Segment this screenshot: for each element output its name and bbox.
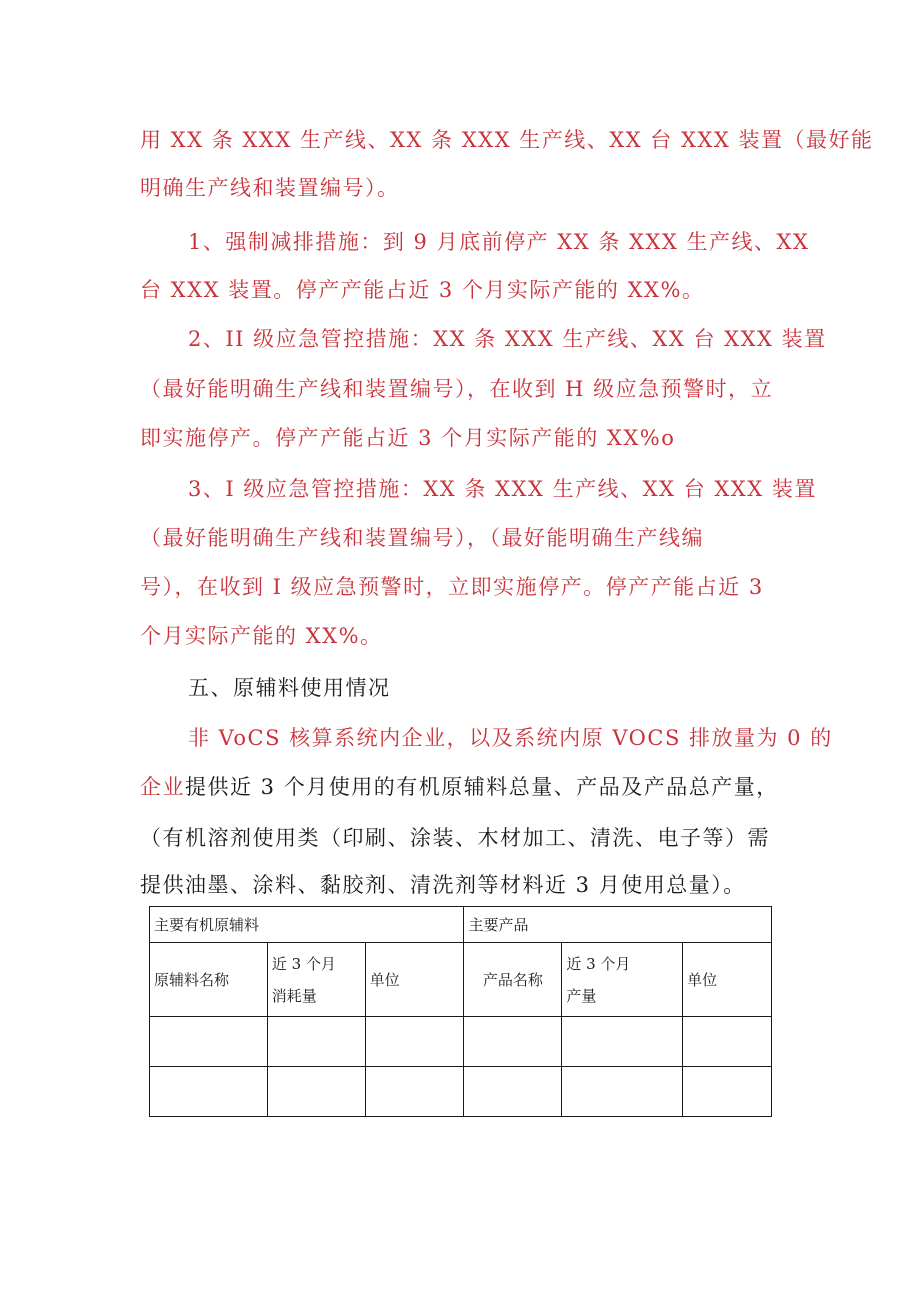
- header-consumption: [267, 943, 365, 1017]
- paragraph-line: （最好能明确生产线和装置编号），在收到 H 级应急预警时，立: [140, 377, 774, 401]
- table-cell: [464, 1067, 562, 1117]
- header-output: [562, 943, 683, 1017]
- paragraph-line: 提供油墨、涂料、黏胶剂、清洗剂等材料近 3 月使用总量）。: [140, 873, 746, 897]
- header-output-line2: 产量: [566, 986, 597, 1005]
- paragraph-line: 即实施停产。停产产能占近 3 个月实际产能的 XX%o: [140, 426, 676, 450]
- paragraph-line: （最好能明确生产线和装置编号），（最好能明确生产线编: [140, 526, 704, 550]
- header-consumption-line2: 消耗量: [271, 986, 317, 1005]
- header-material-name: 原辅料名称: [150, 943, 268, 1017]
- table-cell: [464, 1017, 562, 1067]
- paragraph-line: （有机溶剂使用类（印刷、涂装、木材加工、清洗、电子等）需: [140, 826, 770, 850]
- header-unit-left: 单位: [365, 943, 464, 1017]
- paragraph-line: 非 VoCS 核算系统内企业，以及系统内原 VOCS 排放量为 0 的: [188, 726, 833, 750]
- paragraph-line: 号），在收到 I 级应急预警时，立即实施停产。停产产能占近 3: [140, 575, 764, 599]
- table-cell: [365, 1017, 464, 1067]
- paragraph-line: 明确生产线和装置编号）。: [140, 176, 400, 200]
- measure-1-heading: 1、强制减排措施：到 9 月底前停产 XX 条 XXX 生产线、XX: [188, 230, 810, 254]
- table-cell: [267, 1067, 365, 1117]
- table-row: [150, 1017, 772, 1067]
- header-consumption-line1: 近 3 个月: [271, 954, 336, 973]
- table-cell: [267, 1017, 365, 1067]
- measure-2-heading: 2、II 级应急管控措施：XX 条 XXX 生产线、XX 台 XXX 装置: [188, 327, 827, 351]
- paragraph-line: 个月实际产能的 XX%。: [140, 624, 383, 648]
- section-heading: 五、原辅料使用情况: [188, 676, 391, 700]
- paragraph-text: 提供近 3 个月使用的有机原辅料总量、产品及产品总产量，: [185, 775, 779, 799]
- highlighted-text: 企业: [140, 775, 185, 799]
- materials-products-table: [149, 906, 772, 1117]
- table-cell: [683, 1067, 772, 1117]
- group-header-products: 主要产品: [464, 907, 772, 943]
- table-cell: [365, 1067, 464, 1117]
- table-cell: [683, 1017, 772, 1067]
- paragraph-line: 台 XXX 装置。停产产能占近 3 个月实际产能的 XX%。: [140, 278, 705, 302]
- paragraph-line: [140, 771, 779, 801]
- measure-3-heading: 3、I 级应急管控措施：XX 条 XXX 生产线、XX 台 XXX 装置: [188, 477, 817, 501]
- table-cell: [150, 1017, 268, 1067]
- table-cell: [150, 1067, 268, 1117]
- group-header-materials: 主要有机原辅料: [150, 907, 464, 943]
- header-output-line1: 近 3 个月: [566, 954, 631, 973]
- paragraph-line: 用 XX 条 XXX 生产线、XX 条 XXX 生产线、XX 台 XXX 装置（最好能: [140, 128, 874, 152]
- header-product-name: 产品名称: [464, 943, 562, 1017]
- table-cell: [562, 1067, 683, 1117]
- header-unit-right: 单位: [683, 943, 772, 1017]
- table-cell: [562, 1017, 683, 1067]
- table-row: [150, 1067, 772, 1117]
